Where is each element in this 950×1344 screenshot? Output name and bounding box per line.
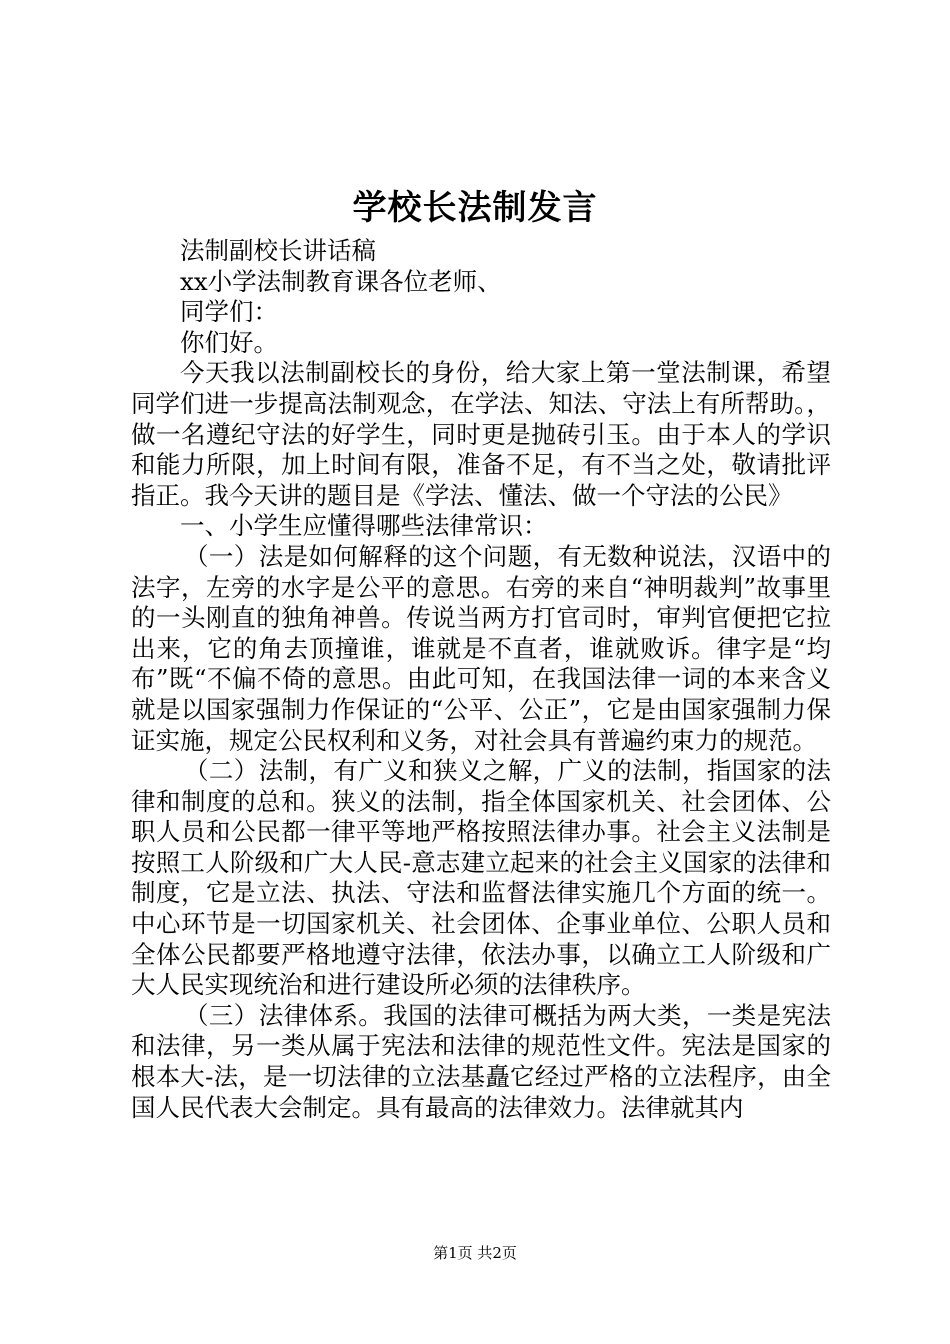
paragraph: （三）法律体系。我国的法律可概括为两大类，一类是宪法和法律，另一类从属于宪法和法律的规范性文件。宪法是国家的根本大-法，是一切法律的立法基矗它经过严格的立法程序，由全国人民代表大会制定。具有最高的法律效力。法律就其内 [131,1000,831,1122]
paragraph: （一）法是如何解释的这个问题，有无数种说法，汉语中的法字，左旁的水字是公平的意思。右旁的来自“神明裁判”故事里的一头刚直的独角神兽。传说当两方打官司时，审判官便把它拉出来，它的角去顶撞谁，谁就是不直者，谁就败诉。律字是“均布”既“不偏不倚的意思。由此可知，在我国法律一词的本来含义就是以国家强制力作保证的“公平、公正”，它是由国家强制力保证实施，规定公民权利和义务，对社会具有普遍约束力的规范。 [131,541,831,755]
paragraph: （二）法制，有广义和狭义之解，广义的法制，指国家的法律和制度的总和。狭义的法制，指全体国家机关、社会团体、公职人员和公民都一律平等地严格按照法律办事。社会主义法制是按照工人阶级和广大人民-意志建立起来的社会主义国家的法律和制度，它是立法、执法、守法和监督法律实施几个方面的统一。中心环节是一切国家机关、社会团体、企事业单位、公职人员和全体公民都要严格地遵守法律，依法办事，以确立工人阶级和广大人民实现统治和进行建设所必须的法律秩序。 [131,756,831,1000]
section-heading: 一、小学生应懂得哪些法律常识： [180,511,548,541]
document-body [131,236,831,1123]
paragraph: 法制副校长讲话稿 [180,236,376,265]
paragraph: 今天我以法制副校长的身份，给大家上第一堂法制课，希望同学们进一步提高法制观念，在学法、知法、守法上有所帮助。，做一名遵纪守法的好学生，同时更是抛砖引玉。由于本人的学识和能力所限，加上时间有限，准备不足，有不当之处，敬请批评指正。我今天讲的题目是《学法、懂法、做一个守法的公民》 [131,358,831,510]
paragraph: 你们好。 [180,327,278,357]
paragraph: 同学们： [180,297,278,327]
page-footer: 第1页 共2页 [433,1244,517,1262]
paragraph: xx小学法制教育课各位老师、 [180,266,502,296]
document-title: 学校长法制发言 [352,188,598,228]
